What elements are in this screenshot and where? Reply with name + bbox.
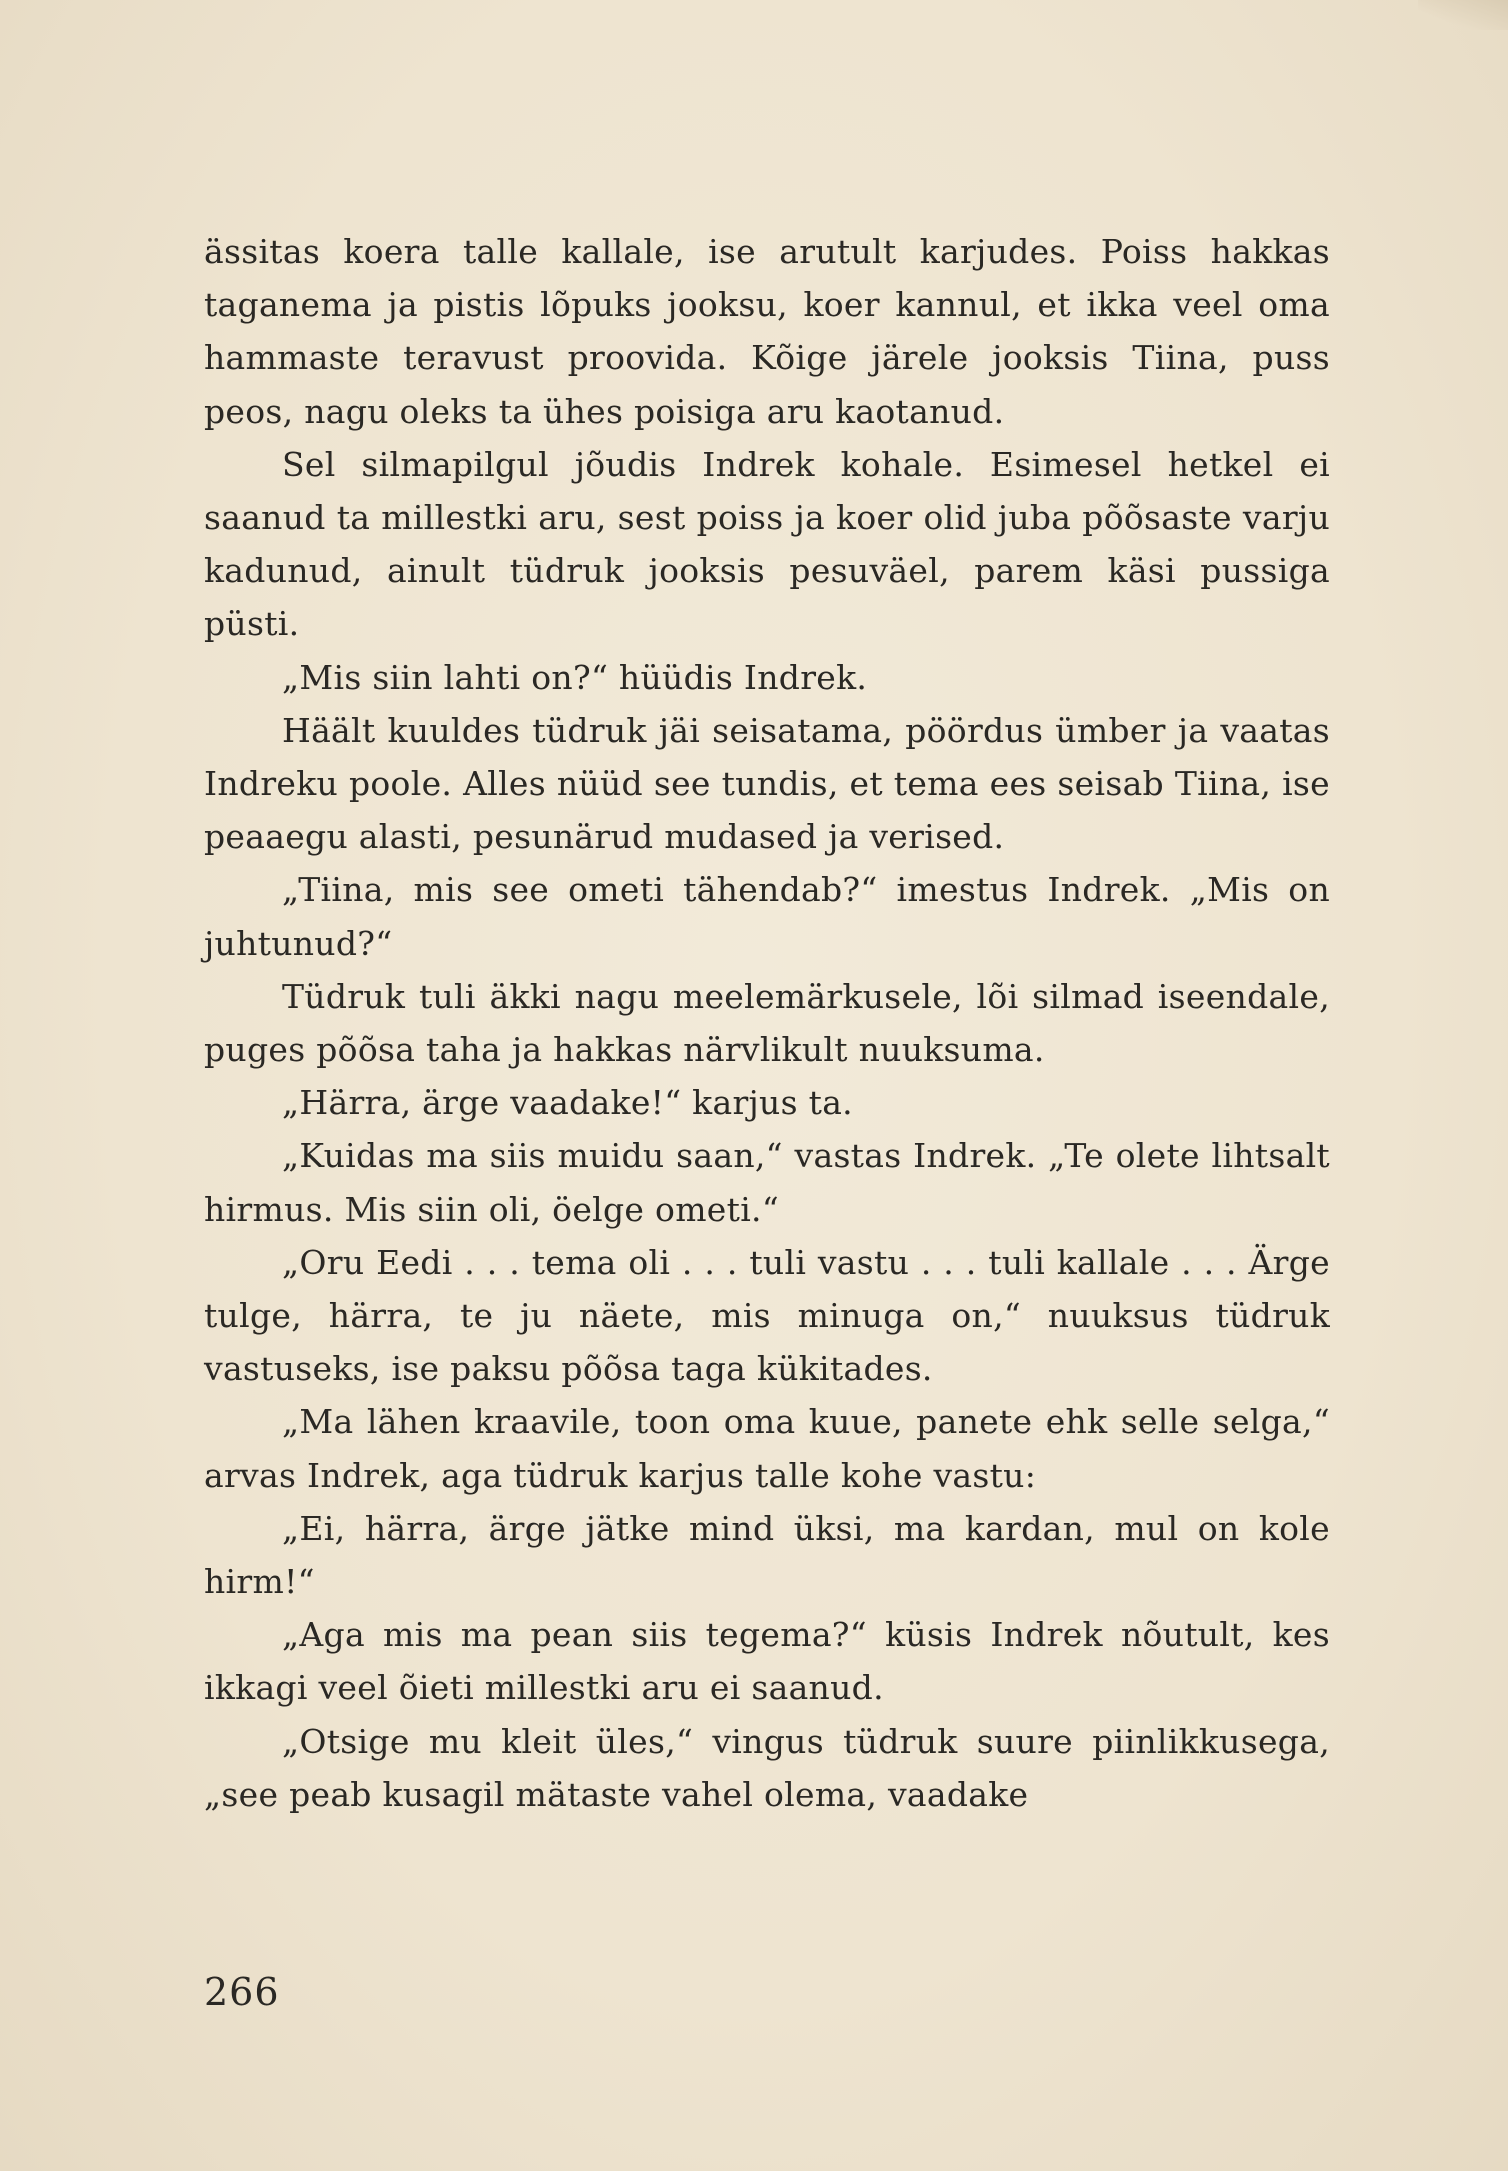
paragraph: „Mis siin lahti on?“ hüüdis Indrek. xyxy=(282,657,868,697)
paragraph: „Aga mis ma pean siis tegema?“ küsis Indrek nõutult, kes ikkagi veel õieti millestki aru ei saanud. xyxy=(204,1615,1330,1708)
body-text xyxy=(204,225,1330,1821)
page-number: 266 xyxy=(204,1970,280,2014)
paragraph: „Otsige mu kleit üles,“ vingus tüdruk suure piinlikkusega, „see peab kusagil mätaste vahel olema, vaadake xyxy=(204,1721,1330,1814)
paragraph: „Kuidas ma siis muidu saan,“ vastas Indrek. „Te olete lihtsalt hirmus. Mis siin oli, öelge ometi.“ xyxy=(204,1136,1330,1229)
paragraph: „Ei, härra, ärge jätke mind üksi, ma kardan, mul on kole hirm!“ xyxy=(204,1508,1330,1602)
paragraph: „Härra, ärge vaadake!“ karjus ta. xyxy=(282,1083,853,1123)
paragraph: Häält kuuldes tüdruk jäi seisatama, pöördus ümber ja vaatas Indreku poole. Alles nüüd see tundis, et tema ees seisab Tiina, ise peaaegu alasti, pesunärud mudased ja verised. xyxy=(204,710,1330,857)
paragraph: „Ma lähen kraavile, toon oma kuue, panete ehk selle selga,“ arvas Indrek, aga tüdruk karjus talle kohe vastu: xyxy=(204,1402,1330,1495)
page-corner-shadow xyxy=(1418,0,1508,30)
paragraph: „Tiina, mis see ometi tähendab?“ imestus Indrek. „Mis on juhtunud?“ xyxy=(204,870,1330,963)
paragraph: ässitas koera talle kallale, ise arutult karjudes. Poiss hakkas taganema ja pistis lõpuks jooksu, koer kannul, et ikka veel oma hammaste teravust proovida. Kõige järele jooksis Tiina, puss peos, nagu oleks ta ühes poisiga aru kaotanud. xyxy=(204,232,1330,431)
paragraph: „Oru Eedi . . . tema oli . . . tuli vastu . . . tuli kallale . . . Ärge tulge, härra, te ju näete, mis minuga on,“ nuuksus tüdruk vastuseks, ise paksu põõsa taga kükitades. xyxy=(204,1242,1330,1389)
paragraph: Sel silmapilgul jõudis Indrek kohale. Esimesel hetkel ei saanud ta millestki aru, sest poiss ja koer olid juba põõsaste varju kadunud, ainult tüdruk jooksis pesuväel, parem käsi pussiga püsti. xyxy=(204,444,1330,644)
paragraph: Tüdruk tuli äkki nagu meelemärkusele, lõi silmad iseendale, puges põõsa taha ja hakkas närvlikult nuuksuma. xyxy=(204,976,1330,1070)
